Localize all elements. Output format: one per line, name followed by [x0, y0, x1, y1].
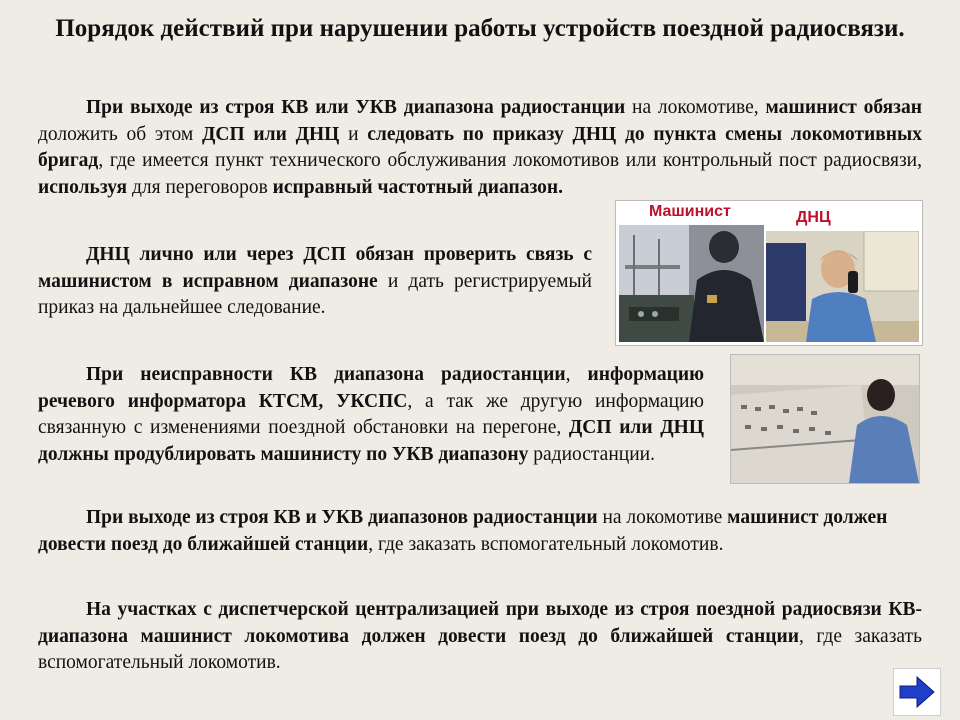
paragraph-dispatch-centralization	[38, 597, 922, 677]
caption-driver: Машинист	[649, 203, 731, 220]
emphasis-text: исправный частотный диапазон.	[272, 176, 564, 198]
emphasis-text: машинист должен довести поезд до ближайшей станции	[38, 507, 888, 555]
paragraph-both-bands-failure	[38, 505, 922, 558]
paragraph-kv-ukv-failure	[38, 95, 922, 201]
page-title: Порядок действий при нарушении работы устройств поездной радиосвязи.	[55, 15, 905, 42]
emphasis-text: При выходе из строя КВ и УКВ диапазонов радиостанции	[86, 507, 598, 528]
photo-dispatcher-console	[730, 354, 920, 484]
body-text: на локомотиве,	[625, 97, 766, 118]
body-text: доложить об этом	[38, 123, 202, 145]
body-text: , а так же другую информацию связанную с изменениями поездной обстановки на перегоне,	[38, 390, 705, 438]
body-text: ,	[565, 364, 588, 385]
emphasis-text: При неисправности КВ диапазона радиостанции	[86, 364, 566, 385]
emphasis-text: ДНЦ лично или через ДСП обязан проверить связь с машинистом в исправном диапазоне	[38, 244, 592, 292]
emphasis-text: ДСП или ДНЦ должны продублировать машинисту по УКВ диапазону	[38, 417, 704, 465]
photo-panel-driver-dnc	[615, 200, 923, 346]
emphasis-text: ДСП или ДНЦ	[202, 123, 340, 145]
body-text: и	[339, 123, 368, 145]
emphasis-text: На участках с диспетчерской централизацией при выходе из строя поездной радиосвязи КВ-диапазона машинист локомотива должен довести поезд до ближайшей станции	[38, 599, 922, 647]
photo-driver-in-cab	[619, 225, 764, 342]
emphasis-text: При выходе из строя КВ или УКВ диапазона радиостанции	[86, 97, 626, 118]
emphasis-text: информацию речевого информатора КТСМ, УКСПС	[38, 364, 705, 412]
paragraph-kv-malfunction	[38, 362, 704, 468]
body-text: , где заказать вспомогательный локомотив.	[368, 533, 724, 555]
body-text: , где заказать вспомогательный локомотив.	[38, 625, 922, 673]
body-text: и дать регистрируемый приказ на дальнейшее следование.	[38, 270, 592, 318]
emphasis-text: машинист обязан	[765, 97, 922, 118]
body-text: радиостанции.	[528, 443, 655, 465]
emphasis-text: используя	[38, 176, 128, 198]
body-text: для переговоров	[127, 176, 273, 198]
emphasis-text: следовать по приказу ДНЦ до пункта смены локомотивных бригад	[38, 123, 923, 171]
arrow-right-icon	[894, 669, 940, 715]
next-slide-button[interactable]	[893, 668, 941, 716]
caption-dnc: ДНЦ	[796, 209, 831, 226]
body-text: на локомотиве	[597, 507, 728, 528]
body-text: , где имеется пункт технического обслуживания локомотивов или контрольный пост радиосвязи,	[98, 150, 922, 171]
paragraph-dnc-check	[38, 242, 592, 322]
photo-dnc-dispatcher	[766, 231, 919, 342]
